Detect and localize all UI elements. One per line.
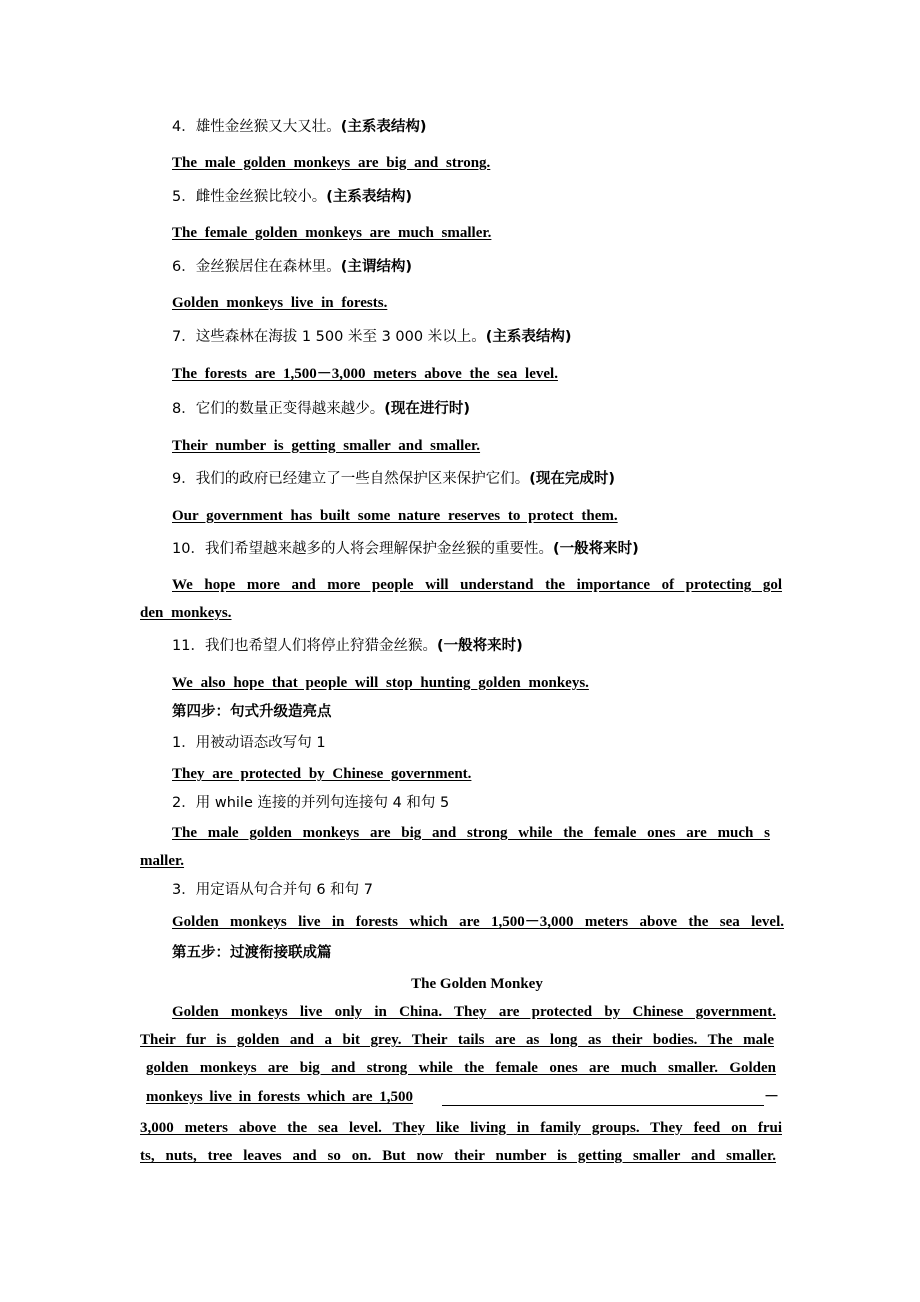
essay-line-3: golden monkeys are big and strong while the female ones are much smaller. Golden — [146, 1060, 776, 1076]
grammar-tag: (主谓结构) — [340, 259, 412, 275]
step-4-task-3-answer: Golden monkeys live in forests which are 1,500－3,000 meters above the sea level. — [172, 914, 784, 930]
item-8-answer: Their number is getting smaller and smaller. — [172, 438, 481, 454]
item-number: 5． — [172, 189, 196, 205]
item-number: 9． — [172, 471, 196, 487]
step-4-task-1-prompt: 1．用被动语态改写句 1 — [172, 735, 326, 751]
item-number: 10． — [172, 541, 205, 557]
item-number: 8． — [172, 401, 196, 417]
chinese-sentence: 我们的政府已经建立了一些自然保护区来保护它们。 — [195, 471, 530, 487]
item-4-chinese — [172, 117, 782, 137]
step-4-task-2-answer-line-2: maller. — [140, 853, 185, 869]
grammar-tag: (一般将来时) — [436, 638, 523, 654]
item-11-chinese — [172, 636, 782, 656]
item-6-chinese — [172, 257, 782, 277]
step-4-heading: 第四步：句式升级造亮点 — [172, 704, 332, 720]
item-number: 11． — [172, 638, 205, 654]
grammar-tag: (现在完成时) — [529, 471, 615, 487]
step-4-task-2-answer-line-1: The male golden monkeys are big and strong while the female ones are much s — [172, 825, 770, 841]
grammar-tag: (现在进行时) — [384, 401, 470, 417]
step-4-task-1-answer: They are protected by Chinese government. — [172, 766, 472, 782]
grammar-tag: (主系表结构) — [326, 189, 412, 205]
essay-line-2: Their fur is golden and a bit grey. Their tails are as long as their bodies. The male — [140, 1032, 774, 1048]
item-5-chinese — [172, 187, 782, 207]
chinese-sentence: 我们希望越来越多的人将会理解保护金丝猴的重要性。 — [204, 541, 553, 557]
essay-line-6: ts, nuts, tree leaves and so on. But now their number is getting smaller and smaller. — [140, 1148, 776, 1164]
item-4-answer: The male golden monkeys are big and strong. — [172, 155, 491, 171]
item-11-answer: We also hope that people will stop hunting golden monkeys. — [172, 675, 589, 691]
essay-title: The Golden Monkey — [411, 976, 543, 992]
essay-line-4-dash: － — [764, 1089, 780, 1105]
chinese-sentence: 雌性金丝猴比较小。 — [195, 189, 327, 205]
essay-line-5: 3,000 meters above the sea level. They like living in family groups. They feed on frui — [140, 1120, 782, 1136]
item-10-answer-line-1: We hope more and more people will understand the importance of protecting gol — [172, 577, 782, 593]
essay-line-4: monkeys live in forests which are 1,500 — [146, 1089, 414, 1105]
step-4-task-3-prompt: 3．用定语从句合并句 6 和句 7 — [172, 882, 374, 898]
item-9-chinese — [172, 469, 782, 489]
item-7-chinese — [172, 327, 782, 347]
essay-line-1: Golden monkeys live only in China. They are protected by Chinese government. — [172, 1004, 776, 1020]
chinese-sentence: 我们也希望人们将停止狩猎金丝猴。 — [204, 638, 437, 654]
item-number: 7． — [172, 329, 196, 345]
item-6-answer: Golden monkeys live in forests. — [172, 295, 388, 311]
step-4-task-2-prompt: 2．用 while 连接的并列句连接句 4 和句 5 — [172, 795, 450, 811]
chinese-sentence: 这些森林在海拔 1 500 米至 3 000 米以上。 — [195, 329, 486, 345]
item-5-answer: The female golden monkeys are much smaller. — [172, 225, 492, 241]
item-9-answer: Our government has built some nature reserves to protect them. — [172, 508, 618, 524]
item-8-chinese — [172, 399, 782, 419]
grammar-tag: (主系表结构) — [485, 329, 572, 345]
chinese-sentence: 雄性金丝猴又大又壮。 — [195, 119, 341, 135]
grammar-tag: (一般将来时) — [552, 541, 639, 557]
step-5-heading: 第五步：过渡衔接联成篇 — [172, 945, 332, 961]
item-number: 4． — [172, 119, 196, 135]
grammar-tag: (主系表结构) — [340, 119, 427, 135]
item-10-answer-line-2: den monkeys. — [140, 605, 232, 621]
item-7-answer: The forests are 1,500－3,000 meters above the sea level. — [172, 366, 558, 382]
item-number: 6． — [172, 259, 196, 275]
item-10-chinese — [172, 539, 782, 559]
chinese-sentence: 金丝猴居住在森林里。 — [195, 259, 341, 275]
essay-line-4-underline-gap — [442, 1105, 764, 1106]
chinese-sentence: 它们的数量正变得越来越少。 — [195, 401, 385, 417]
